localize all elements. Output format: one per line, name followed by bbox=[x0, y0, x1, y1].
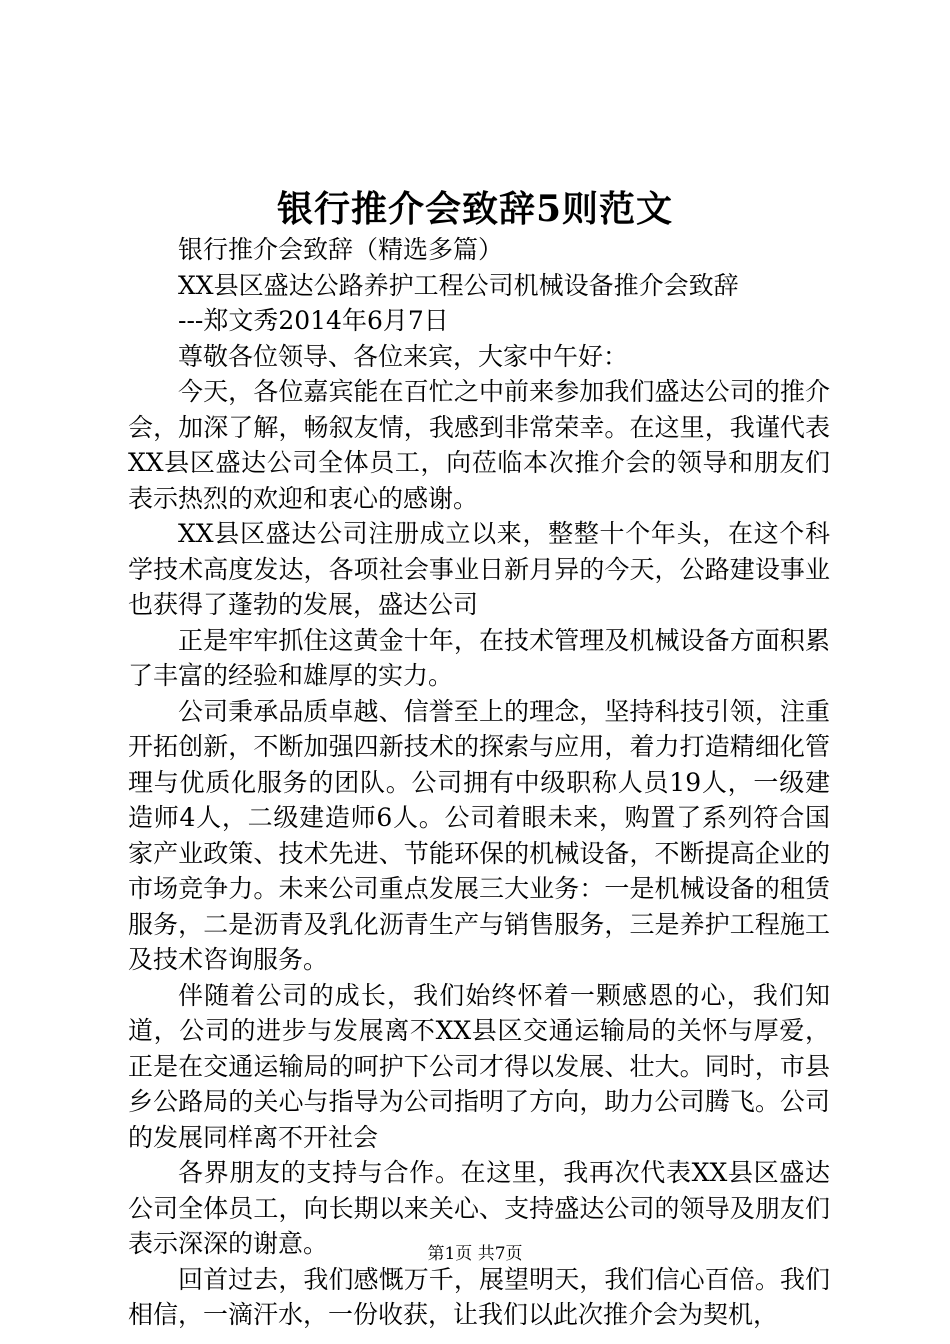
paragraph: 尊敬各位领导、各位来宾，大家中午好： bbox=[178, 341, 629, 371]
paragraph: 回首过去，我们感慨万千，展望明天，我们信心百倍。我们相信，一滴汗水，一份收获，让我们以此次推介会为契机， bbox=[128, 1264, 830, 1329]
paragraph: 今天，各位嘉宾能在百忙之中前来参加我们盛达公司的推介会，加深了解，畅叙友情，我感到非常荣幸。在这里，我谨代表XX县区盛达公司全体员工，向莅临本次推介会的领导和朋友们表示热烈的欢迎和衷心的感谢。 bbox=[128, 377, 830, 513]
paragraph: 银行推介会致辞（精选多篇） bbox=[178, 235, 504, 264]
paragraph: ---郑文秀2014年6月7日 bbox=[178, 306, 449, 335]
paragraph: XX县区盛达公路养护工程公司机械设备推介会致辞 bbox=[178, 270, 739, 300]
document-title: 银行推介会致辞5则范文 bbox=[276, 188, 674, 230]
paragraph: 正是牢牢抓住这黄金十年，在技术管理及机械设备方面积累了丰富的经验和雄厚的实力。 bbox=[128, 625, 830, 690]
paragraph: 伴随着公司的成长，我们始终怀着一颗感恩的心，我们知道，公司的进步与发展离不XX县区交通运输局的关怀与厚爱，正是在交通运输局的呵护下公司才得以发展、壮大。同时，市县乡公路局的关心与指导为公司指明了方向，助力公司腾飞。公司的发展同样离不开社会 bbox=[128, 980, 830, 1152]
page-footer: 第1页 共7页 bbox=[427, 1244, 523, 1264]
paragraph: XX县区盛达公司注册成立以来，整整十个年头，在这个科学技术高度发达，各项社会事业日新月异的今天，公路建设事业也获得了蓬勃的发展，盛达公司 bbox=[128, 519, 830, 619]
paragraph: 公司秉承品质卓越、信誉至上的理念，坚持科技引领，注重开拓创新，不断加强四新技术的探索与应用，着力打造精细化管理与优质化服务的团队。公司拥有中级职称人员19人，一级建造师4人，二级建造师6人。公司着眼未来，购置了系列符合国家产业政策、技术先进、节能环保的机械设备，不断提高企业的市场竞争力。未来公司重点发展三大业务：一是机械设备的租赁服务，二是沥青及乳化沥青生产与销售服务，三是养护工程施工及技术咨询服务。 bbox=[128, 696, 830, 974]
document-body bbox=[128, 232, 830, 1333]
paragraph: 各界朋友的支持与合作。在这里，我再次代表XX县区盛达公司全体员工，向长期以来关心、支持盛达公司的领导及朋友们表示深深的谢意。 bbox=[128, 1158, 830, 1258]
